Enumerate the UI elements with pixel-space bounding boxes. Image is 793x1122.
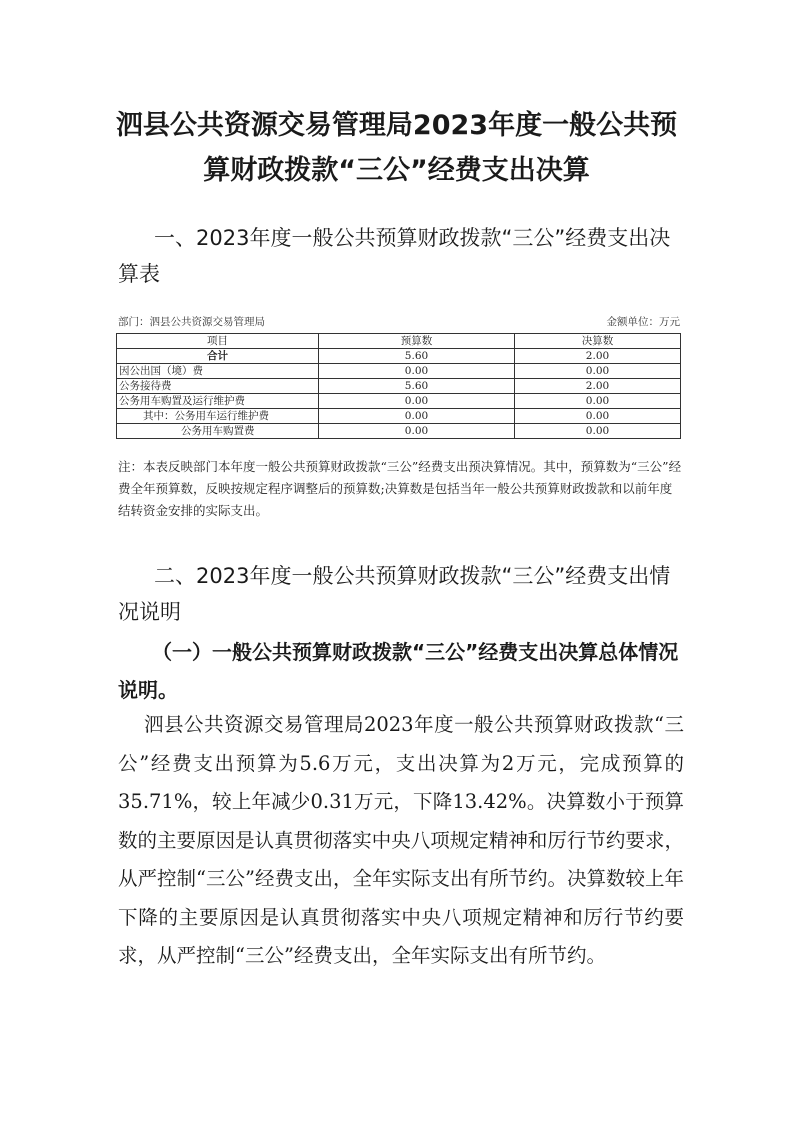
table-row — [117, 409, 681, 424]
row-final: 0.00 — [515, 394, 681, 409]
row-budget: 0.00 — [319, 424, 515, 439]
row-item: 公务用车购置及运行维护费 — [117, 394, 319, 409]
department-label: 部门：泗县公共资源交易管理局 — [118, 316, 265, 328]
section-1-heading: 一、2023年度一般公共预算财政拨款“三公”经费支出决算表 — [118, 226, 671, 286]
header-item: 项目 — [117, 334, 319, 349]
row-item: 公务接待费 — [117, 379, 319, 394]
row-final: 0.00 — [515, 409, 681, 424]
table-header-row — [117, 334, 681, 349]
row-budget: 0.00 — [319, 409, 515, 424]
row-final: 0.00 — [515, 364, 681, 379]
unit-label: 金额单位：万元 — [606, 316, 680, 328]
table-row — [117, 394, 681, 409]
document-title-line-2: 算财政拨款“三公”经费支出决算 — [203, 155, 590, 186]
row-budget: 0.00 — [319, 364, 515, 379]
table-row — [117, 424, 681, 439]
row-final: 2.00 — [515, 349, 681, 364]
row-item: 公务用车购置费 — [117, 424, 319, 439]
table-note: 注：本表反映部门本年度一般公共预算财政拨款“三公”经费支出预决算情况。其中，预算数为“三公”经费全年预算数，反映按规定程序调整后的预算数;决算数是包括当年一般公共预算财政拨款和以前年度结转资金安排的实际支出。 — [118, 459, 682, 518]
row-budget: 0.00 — [319, 394, 515, 409]
row-item: 因公出国（境）费 — [117, 364, 319, 379]
three-public-expenses-table — [116, 333, 681, 439]
table-row — [117, 364, 681, 379]
subsection-1-heading: （一）一般公共预算财政拨款“三公”经费支出决算总体情况说明。 — [118, 640, 679, 702]
table-row-total — [117, 349, 681, 364]
row-item: 合计 — [117, 349, 319, 364]
row-final: 2.00 — [515, 379, 681, 394]
row-item: 其中：公务用车运行维护费 — [117, 409, 319, 424]
row-budget: 5.60 — [319, 349, 515, 364]
row-budget: 5.60 — [319, 379, 515, 394]
document-title — [0, 103, 793, 193]
section-2-heading: 二、2023年度一般公共预算财政拨款“三公”经费支出情况说明 — [118, 564, 671, 624]
table-row — [117, 379, 681, 394]
header-final: 决算数 — [515, 334, 681, 349]
document-title-line-1: 泗县公共资源交易管理局2023年度一般公共预 — [115, 110, 678, 141]
header-budget: 预算数 — [319, 334, 515, 349]
row-final: 0.00 — [515, 424, 681, 439]
subsection-1-body: 泗县公共资源交易管理局2023年度一般公共预算财政拨款“三公”经费支出预算为5.6万元，支出决算为2万元，完成预算的35.71%，较上年减少0.31万元，下降13.42%。决算数小于预算数的主要原因是认真贯彻落实中央八项规定精神和厉行节约要求，从严控制“三公”经费支出，全年实际支出有所节约。决算数较上年下降的主要原因是认真贯彻落实中央八项规定精神和厉行节约要求，从严控制“三公”经费支出，全年实际支出有所节约。 — [118, 713, 684, 967]
